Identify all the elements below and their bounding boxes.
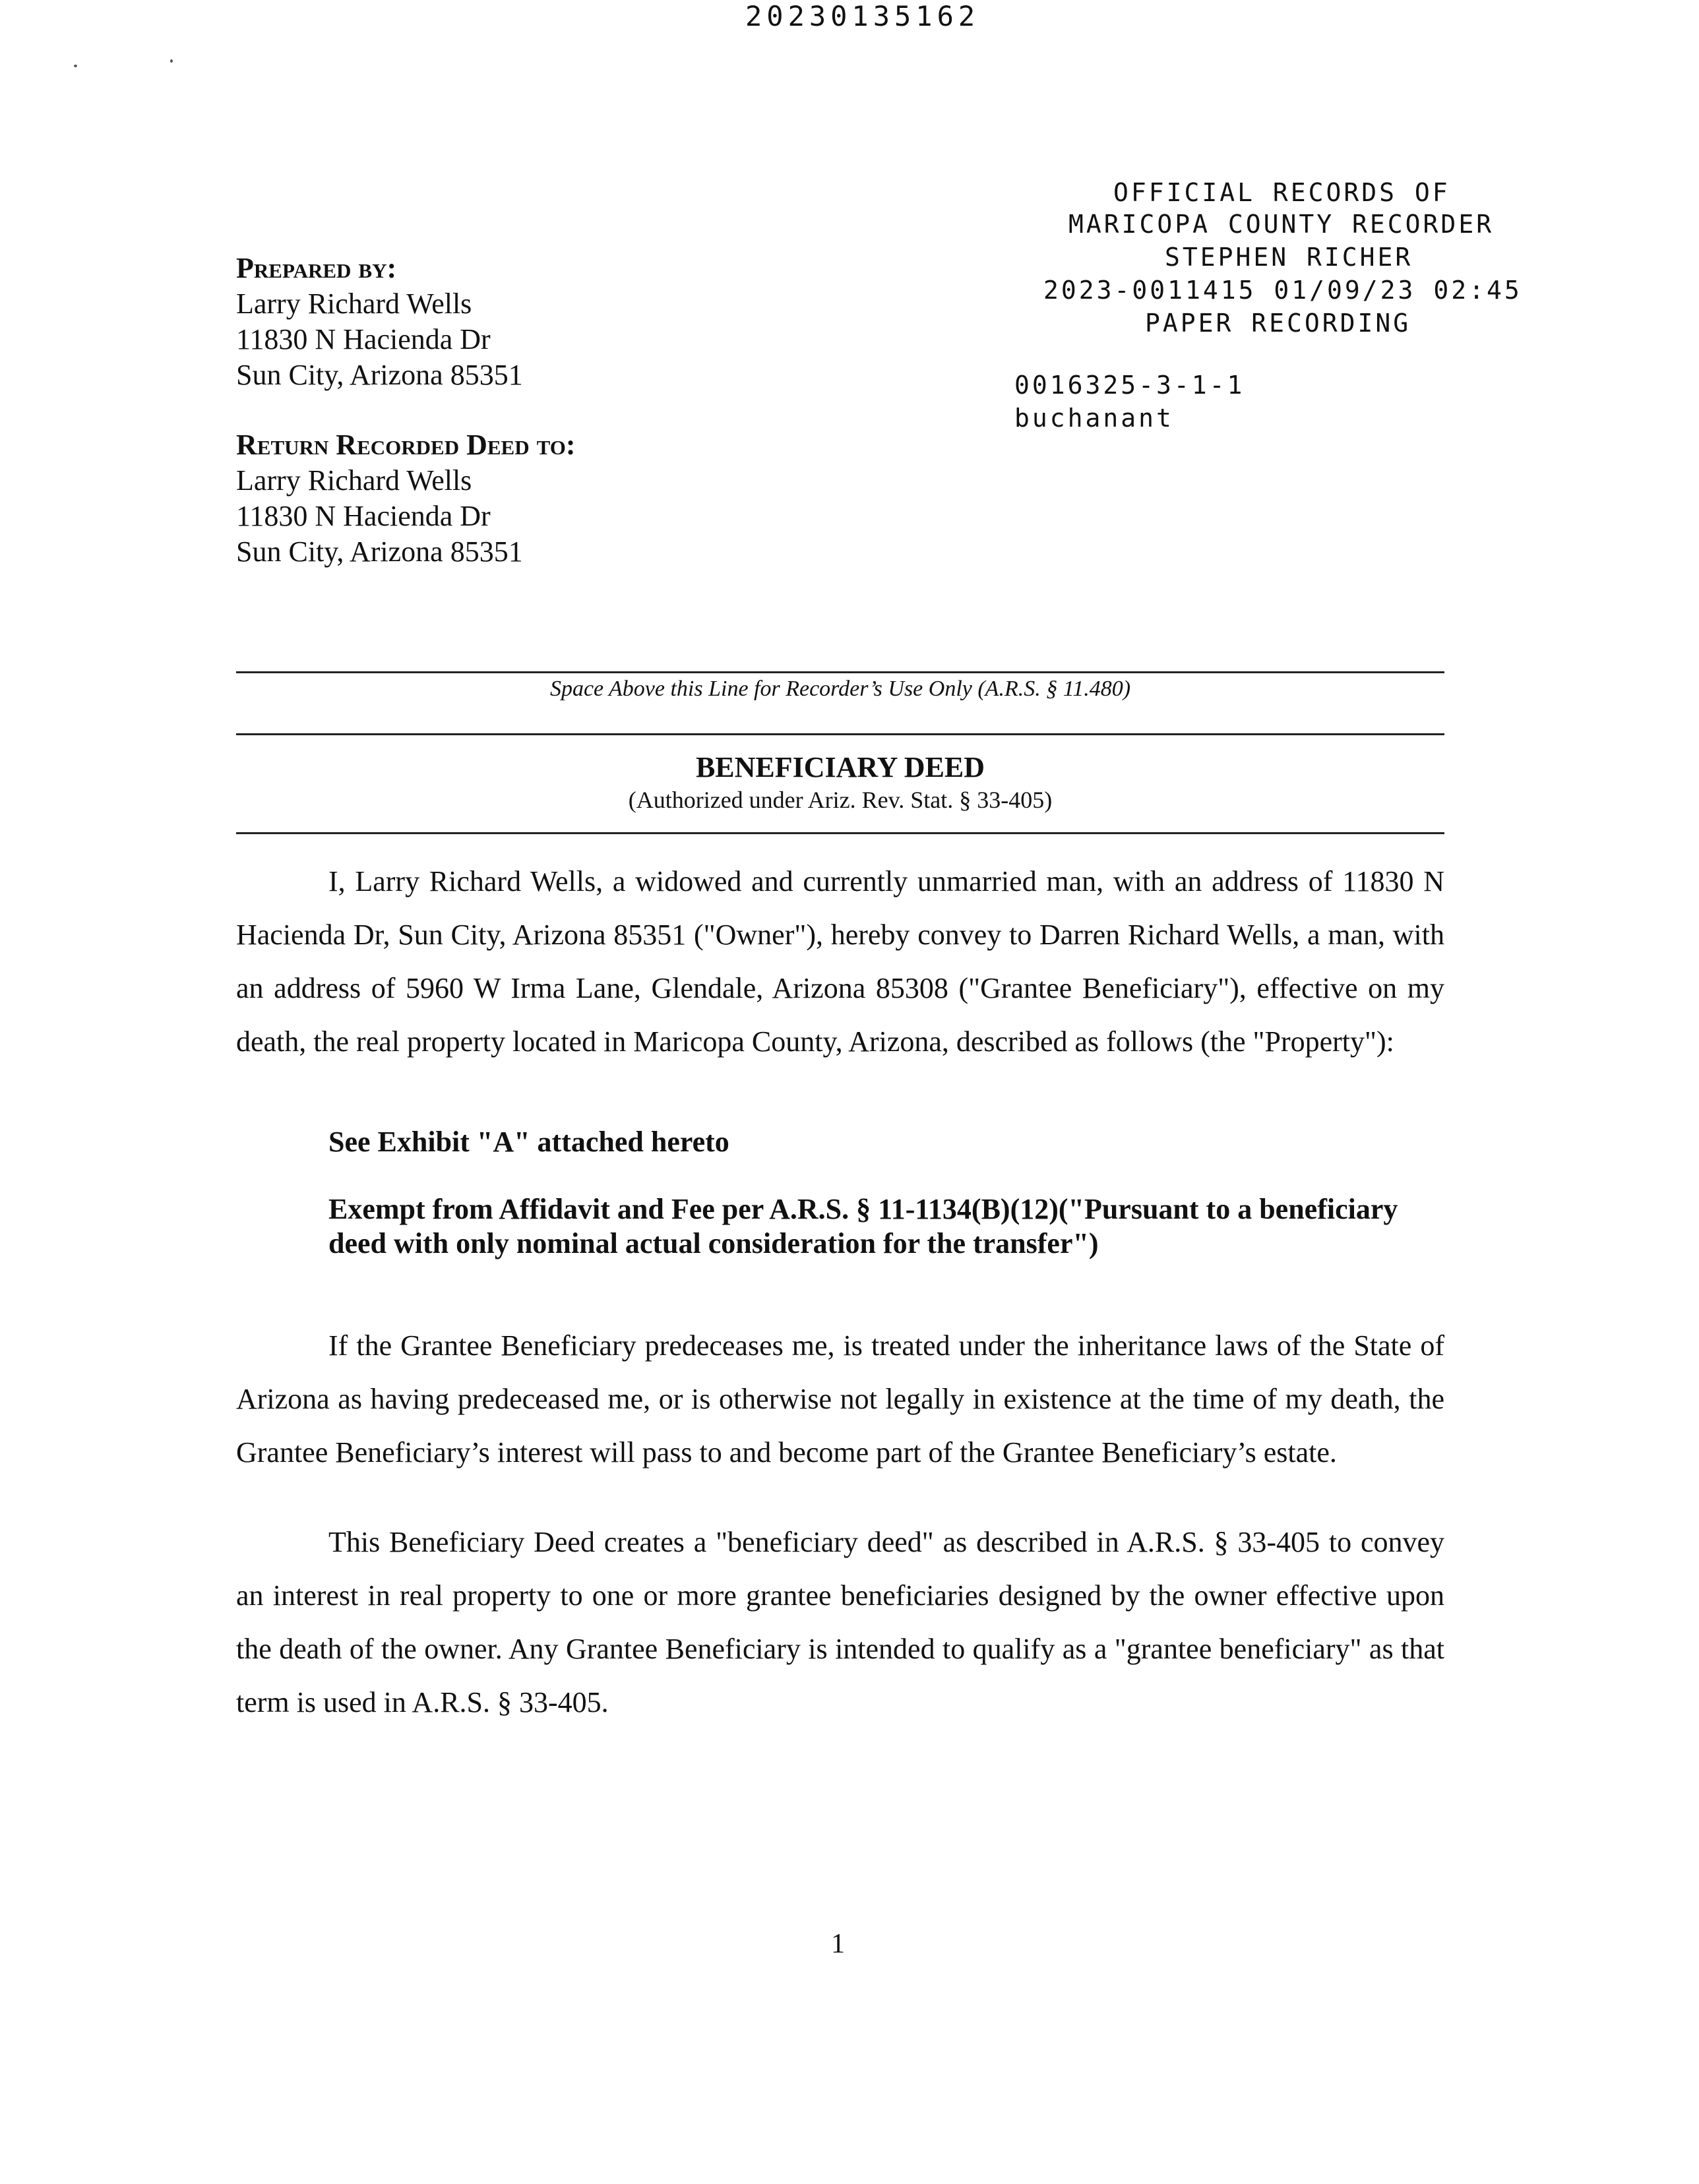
predecease-paragraph: If the Grantee Beneficiary predeceases me, is treated under the inheritance laws of the State of Arizona as having predeceased me, or is otherwise not legally in existence at the time of my death, the Grantee Beneficiary’s interest will pass to and become part of the Grantee Beneficiary’s estate. [236, 1329, 1444, 1469]
recorder-stamp-line: OFFICIAL RECORDS OF [1113, 178, 1450, 207]
recorder-stamp-line: STEPHEN RICHER [1165, 243, 1413, 272]
prepared-by-city: Sun City, Arizona 85351 [236, 359, 523, 391]
return-to-street: 11830 N Hacienda Dr [236, 500, 491, 532]
recorder-stamp-line: MARICOPA COUNTY RECORDER [1068, 210, 1495, 239]
recording-clerk: buchanant [1014, 404, 1174, 433]
divider-line [236, 733, 1444, 735]
scan-speck [170, 59, 173, 63]
prepared-by-block [236, 251, 523, 393]
return-to-block [236, 427, 575, 570]
prepared-by-name: Larry Richard Wells [236, 288, 472, 320]
record-id: 0016325-3-1-1 [1014, 371, 1245, 400]
prepared-by-street: 11830 N Hacienda Dr [236, 323, 491, 355]
divider-line [236, 832, 1444, 834]
exhibit-reference: See Exhibit "A" attached hereto [328, 1126, 729, 1158]
scan-speck [74, 65, 77, 67]
statute-paragraph: This Beneficiary Deed creates a "beneficiary deed" as described in A.R.S. § 33-405 to convey an interest in real property to one or more grantee beneficiaries designed by the owner effective upon the death of the owner. Any Grantee Beneficiary is intended to qualify as a "grantee beneficiary" as that term is used in A.R.S. § 33-405. [236, 1526, 1444, 1718]
exemption-note: Exempt from Affidavit and Fee per A.R.S. § 11-1134(B)(12)("Pursuant to a beneficiary deed with only nominal actual consideration for the transfer") [328, 1193, 1398, 1259]
return-to-city: Sun City, Arizona 85351 [236, 535, 523, 568]
prepared-by-heading: Prepared by: [236, 252, 397, 284]
conveyance-paragraph: I, Larry Richard Wells, a widowed and currently unmarried man, with an address of 11830 N Hacienda Dr, Sun City, Arizona 85351 ("Owner"), hereby convey to Darren Richard Wells, a man, with an address of 5960 W Irma Lane, Glendale, Arizona 85308 ("Grantee Beneficiary"), effective on my death, the real property located in Maricopa County, Arizona, described as follows (the "Property"): [236, 865, 1444, 1058]
recording-number: 2023-0011415 01/09/23 02:45 [1043, 276, 1522, 305]
page-number: 1 [831, 1929, 845, 1959]
deed-subtitle: (Authorized under Ariz. Rev. Stat. § 33-405) [628, 787, 1053, 813]
recorder-use-note: Space Above this Line for Recorder’s Use Only (A.R.S. § 11.480) [549, 677, 1131, 701]
deed-title: BENEFICIARY DEED [695, 751, 985, 783]
return-to-name: Larry Richard Wells [236, 464, 472, 497]
document-number: 20230135162 [745, 0, 980, 32]
return-to-heading: Return Recorded Deed to: [236, 429, 576, 461]
divider-line [236, 671, 1444, 673]
recorder-stamp-line: PAPER RECORDING [1145, 309, 1411, 338]
